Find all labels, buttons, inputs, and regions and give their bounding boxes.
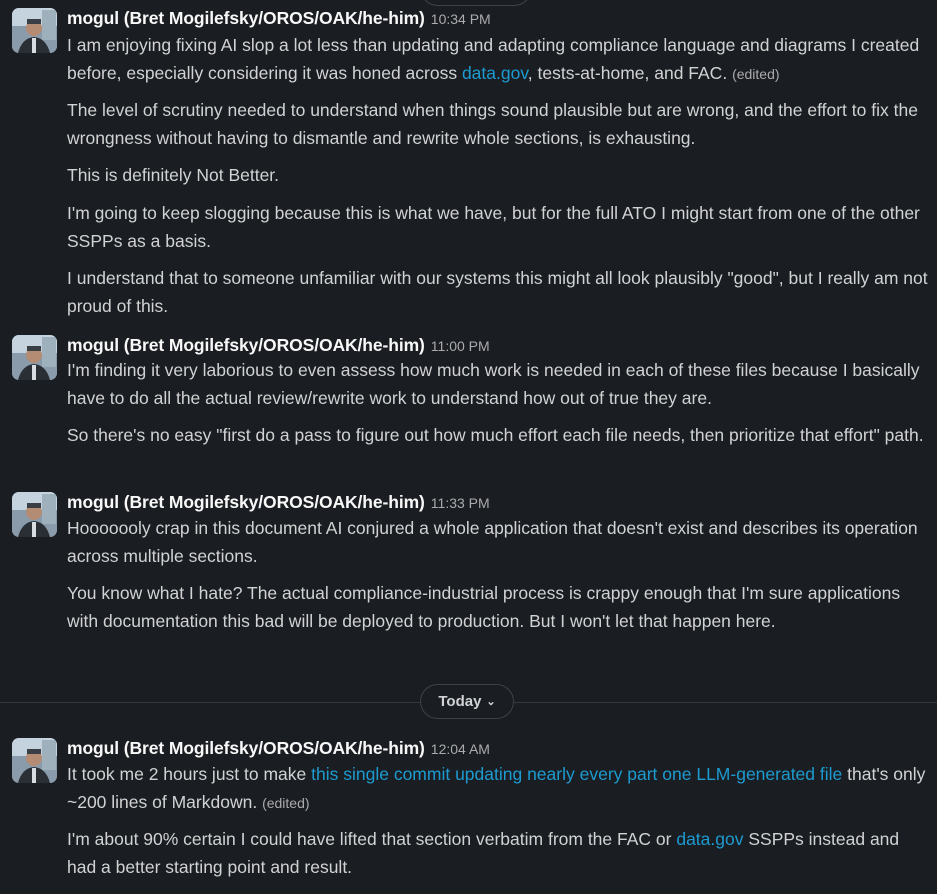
message-header [67, 738, 490, 760]
message-paragraph: I'm finding it very laborious to even assess how much work is needed in each of these files because I basically have to do all the actual review/rewrite work to understand how out of true they are. [67, 360, 920, 408]
author-name[interactable]: mogul (Bret Mogilefsky/OROS/OAK/he-him) [67, 335, 425, 355]
author-name[interactable]: mogul (Bret Mogilefsky/OROS/OAK/he-him) [67, 8, 425, 28]
message-paragraph: The level of scrutiny needed to understand when things sound plausible but are wrong, and the effort to fix the wrongness without having to dismantle and rewrite whole sections, is exhausting. [67, 100, 918, 148]
avatar[interactable] [12, 335, 57, 380]
chevron-down-icon: ⌄ [486, 696, 496, 708]
avatar[interactable] [12, 738, 57, 783]
message-paragraph: I'm going to keep slogging because this is what we have, but for the full ATO I might start from one of the other SSPPs as a basis. [67, 203, 920, 251]
day-divider-button[interactable] [420, 684, 514, 719]
link-data-gov[interactable]: data.gov [676, 829, 744, 849]
day-divider-label: Today [438, 693, 482, 710]
edited-label: (edited) [262, 794, 310, 811]
message-paragraph: It took me 2 hours just to make this single commit updating nearly every part one LLM-generated file that's only ~200 lines of Markdown. (edited) [67, 764, 926, 812]
timestamp[interactable]: 12:04 AM [430, 741, 490, 757]
message-paragraph: I am enjoying fixing AI slop a lot less than updating and adapting compliance language and diagrams I created before, especially considering it was honed across data.gov, tests-at-home, and FAC. (edited) [67, 35, 920, 83]
previous-day-divider-pill [420, 0, 532, 6]
message-paragraph: You know what I hate? The actual compliance-industrial process is crappy enough that I'm sure applications with documentation this bad will be deployed to production. But I won't let that happen here. [67, 583, 901, 631]
edited-label: (edited) [732, 65, 780, 82]
message-paragraph: This is definitely Not Better. [67, 165, 280, 185]
message-paragraph: So there's no easy "first do a pass to figure out how much effort each file needs, then prioritize that effort" path. [67, 425, 924, 445]
avatar[interactable] [12, 8, 57, 53]
message-paragraph: I'm about 90% certain I could have lifted that section verbatim from the FAC or data.gov SSPPs instead and had a better starting point and result. [67, 829, 900, 877]
timestamp[interactable]: 11:00 PM [430, 338, 490, 354]
message-paragraph: I understand that to someone unfamiliar with our systems this might all look plausibly "good", but I really am not proud of this. [67, 268, 928, 316]
author-name[interactable]: mogul (Bret Mogilefsky/OROS/OAK/he-him) [67, 492, 425, 512]
timestamp[interactable]: 11:33 PM [430, 495, 490, 511]
avatar[interactable] [12, 492, 57, 537]
message-header [67, 335, 490, 357]
message-header [67, 8, 491, 30]
author-name[interactable]: mogul (Bret Mogilefsky/OROS/OAK/he-him) [67, 738, 425, 758]
commit-link[interactable]: this single commit updating nearly every part one LLM-generated file [311, 764, 843, 784]
timestamp[interactable]: 10:34 PM [430, 11, 491, 27]
message-paragraph: Hooooooly crap in this document AI conjured a whole application that doesn't exist and describes its operation across multiple sections. [67, 518, 918, 566]
message-header [67, 492, 490, 514]
link-data-gov[interactable]: data.gov [461, 62, 528, 83]
